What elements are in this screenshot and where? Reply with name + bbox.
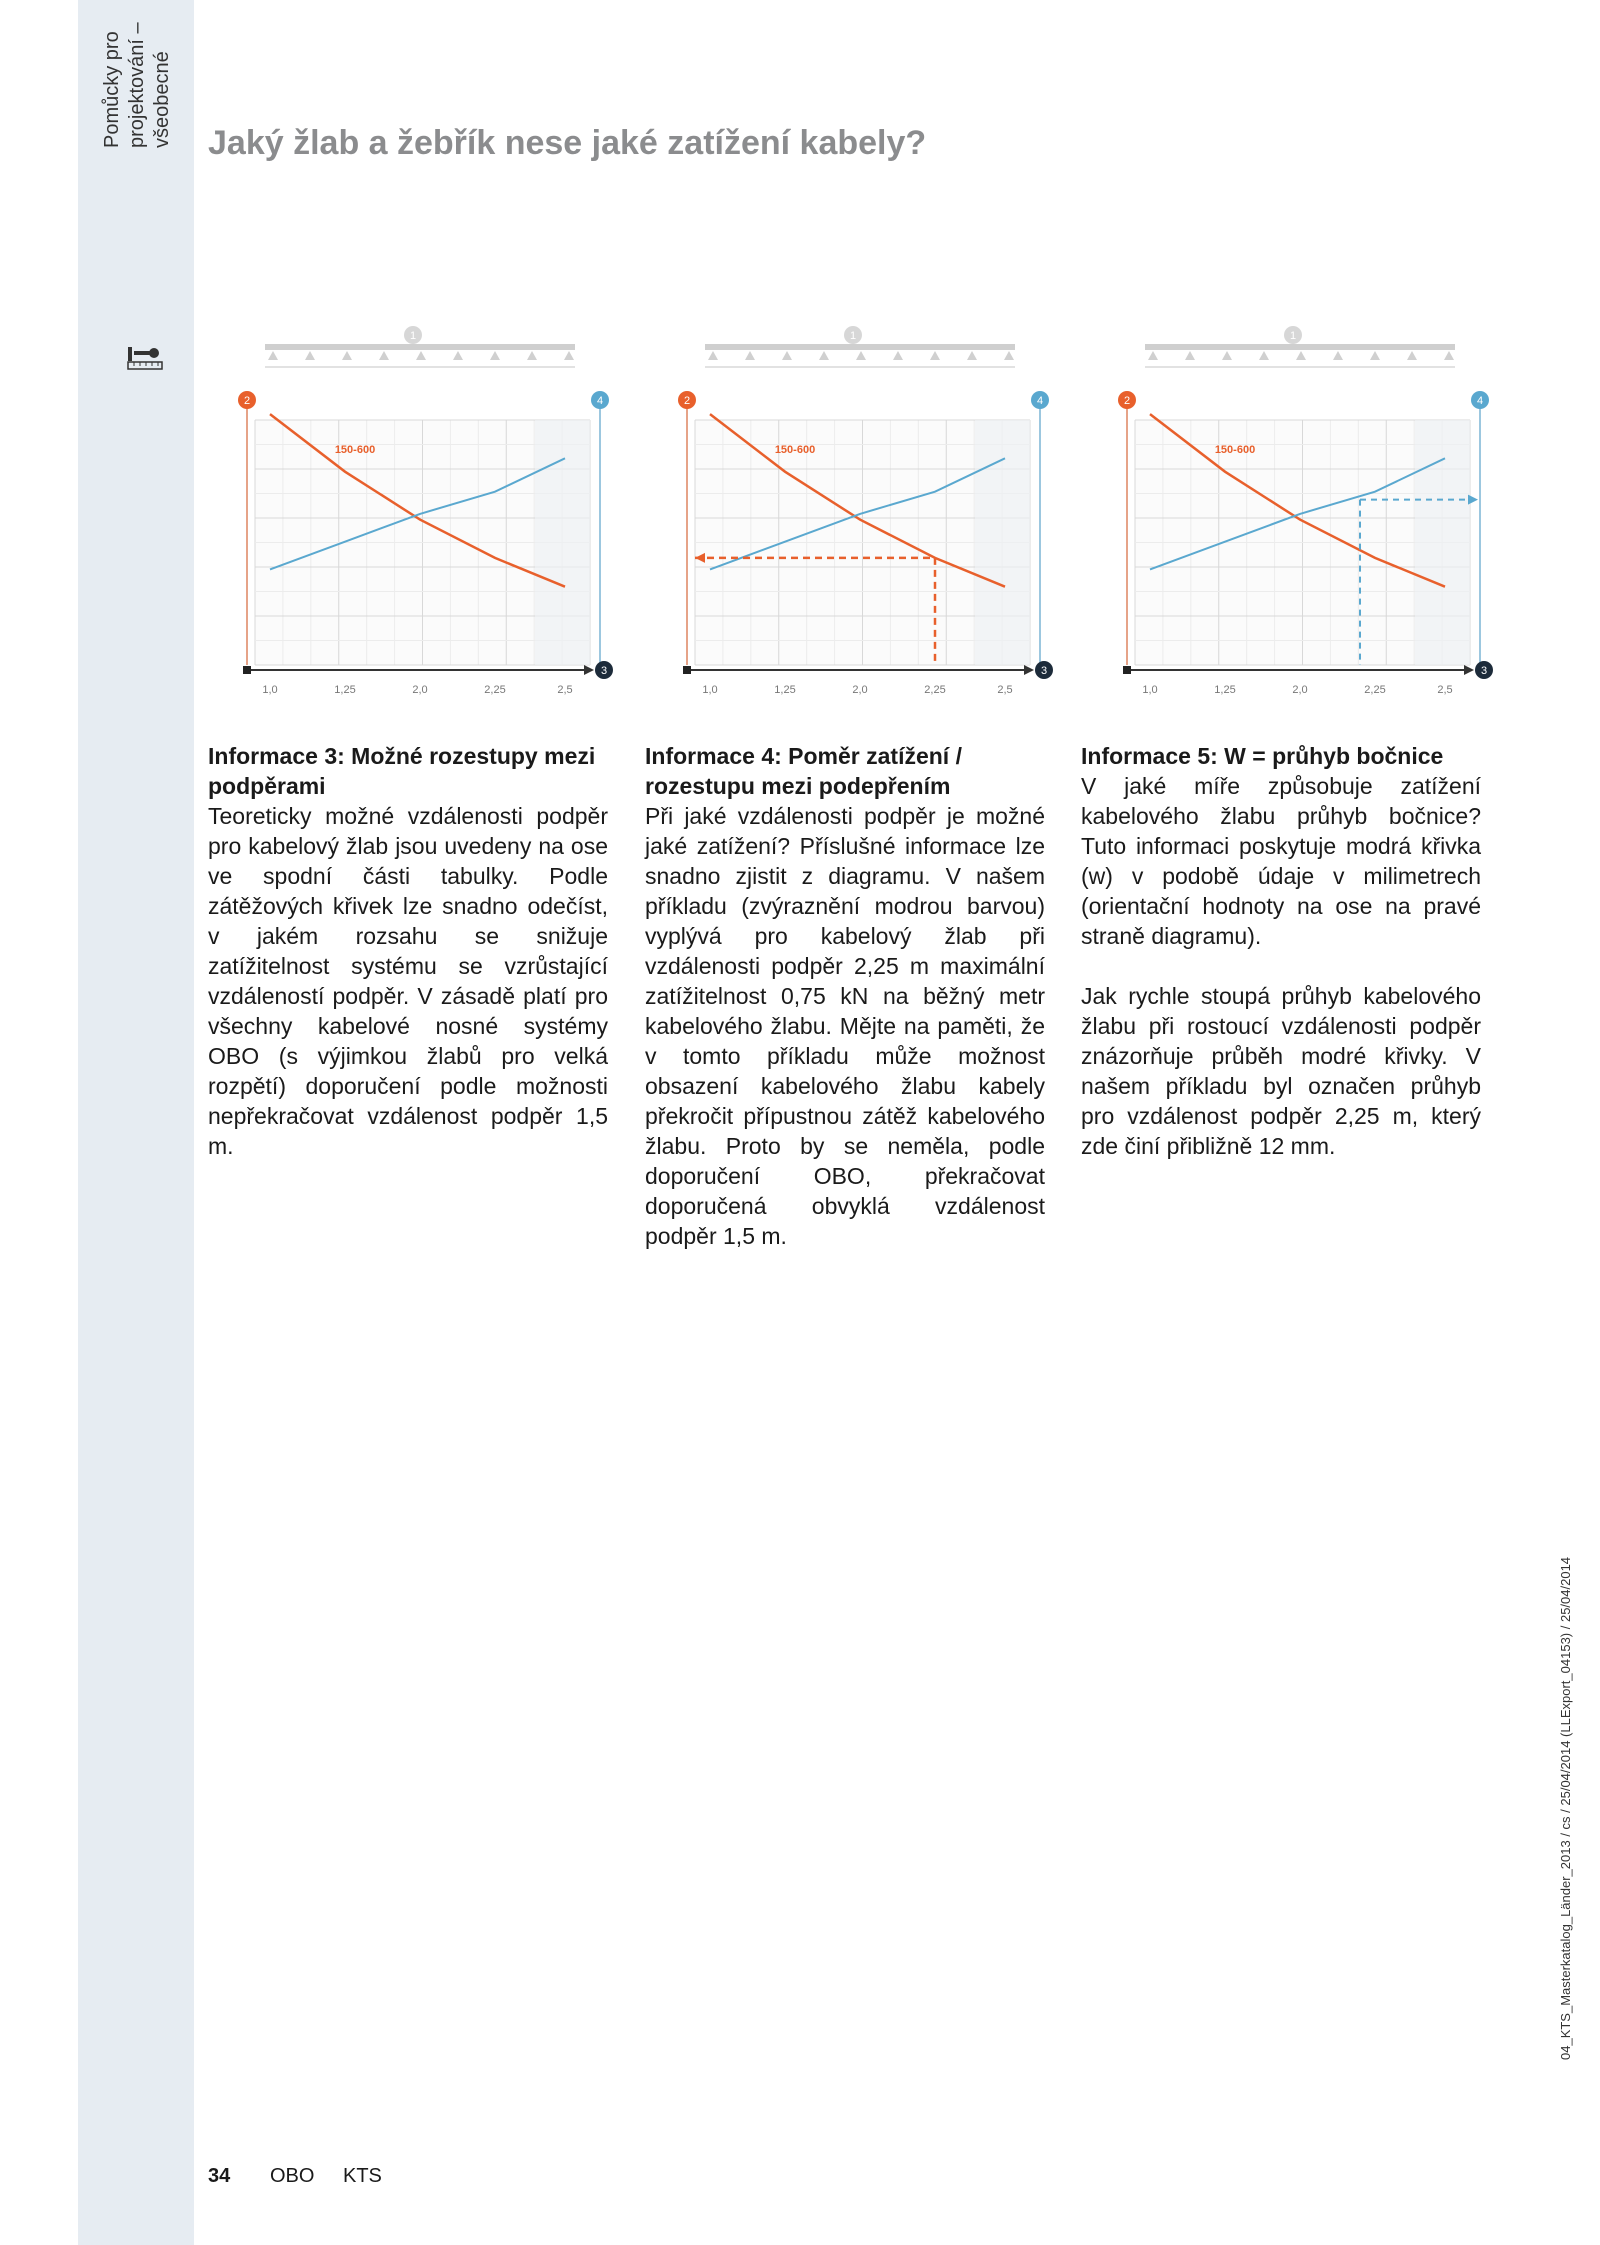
- support-marker: [1370, 351, 1380, 360]
- x-tick-label: 2,5: [997, 684, 1013, 696]
- x-tick-label: 2,0: [1292, 684, 1308, 696]
- marker-left-label: 2: [243, 395, 251, 407]
- x-tick-label: 1,25: [774, 684, 796, 696]
- support-marker: [745, 351, 755, 360]
- marker-right-label: 4: [1036, 395, 1044, 407]
- support-marker: [1296, 351, 1306, 360]
- info-paragraph: V jaké míře způsobuje zatížení kabelového žlabu průhyb bočnice? Tuto informaci poskytuje modrá křivka (w) v podobě údaje v milimetrech (orientační hodnoty na ose na pravé straně diagramu).: [1081, 773, 1481, 949]
- marker-bottom-label: 3: [1040, 665, 1048, 677]
- curve-label: 150-600: [334, 444, 376, 456]
- support-marker: [708, 351, 718, 360]
- x-tick-label: 1,25: [1214, 684, 1236, 696]
- x-tick-label: 2,5: [1437, 684, 1453, 696]
- bottom-axis-start: [243, 666, 251, 674]
- support-marker: [782, 351, 792, 360]
- x-tick-label: 1,25: [334, 684, 356, 696]
- info-heading: Informace 3: Možné rozestupy mezi podpěrami: [208, 743, 596, 799]
- bottom-axis-start: [1123, 666, 1131, 674]
- info-heading: Informace 4: Poměr zatížení / rozestupu mezi podepřením: [645, 743, 962, 799]
- shaded-region: [535, 420, 590, 665]
- support-marker: [1333, 351, 1343, 360]
- support-marker: [453, 351, 463, 360]
- support-marker: [967, 351, 977, 360]
- sidebar-title: Pomůcky pro projektování – všeobecné: [101, 22, 173, 148]
- support-marker: [1259, 351, 1269, 360]
- support-marker: [1444, 351, 1454, 360]
- support-marker: [893, 351, 903, 360]
- marker-right-label: 4: [1476, 395, 1484, 407]
- x-tick-label: 2,25: [484, 684, 506, 696]
- curve-label: 150-600: [1214, 444, 1256, 456]
- page-number: 34: [208, 2165, 231, 2187]
- support-marker: [1148, 351, 1158, 360]
- support-marker: [1407, 351, 1417, 360]
- support-marker: [379, 351, 389, 360]
- info-column-3: [208, 741, 608, 1161]
- info-paragraph: Při jaké vzdálenosti podpěr je možné jaké zatížení? Příslušné informace lze snadno zjistit z diagramu. V našem příkladu (zvýraznění modrou barvou) vyplývá pro kabelový žlab při vzdálenosti podpěr 2,25 m maximální zatížitelnost 0,75 kN na běžný metr kabelového žlabu. Mějte na paměti, že v tomto příkladu může možnost obsazení kabelového žlabu kabely překročit přípustnou zátěž kabelového žlabu. Proto by se neměla, podle doporučení OBO, překračovat doporučená obvyklá vzdálenost podpěr 1,5 m.: [645, 803, 1045, 1249]
- marker-top-label: 1: [849, 330, 857, 342]
- x-tick-label: 2,5: [557, 684, 573, 696]
- x-tick-label: 2,25: [924, 684, 946, 696]
- load-diagram-3: [1085, 325, 1525, 705]
- support-marker: [1185, 351, 1195, 360]
- info-heading: Informace 5: W = průhyb bočnice: [1081, 743, 1444, 769]
- footer-brand: OBO: [270, 2165, 315, 2187]
- marker-bottom-label: 3: [1480, 665, 1488, 677]
- support-marker: [490, 351, 500, 360]
- x-tick-label: 2,25: [1364, 684, 1386, 696]
- x-tick-label: 1,0: [1142, 684, 1158, 696]
- support-marker: [342, 351, 352, 360]
- highlight-arrow: [1468, 495, 1478, 505]
- footer-section: KTS: [343, 2165, 382, 2187]
- marker-left-label: 2: [1123, 395, 1131, 407]
- marker-bottom-label: 3: [600, 665, 608, 677]
- footer: [208, 2165, 230, 2188]
- x-tick-label: 1,0: [262, 684, 278, 696]
- marker-top-label: 1: [409, 330, 417, 342]
- info-paragraph: Jak rychle stoupá průhyb kabelového žlabu při rostoucí vzdálenosti podpěr znázorňuje průběh modré křivky. V našem příkladu byl označen průhyb pro vzdálenost podpěr 2,25 m, který zde činí přibližně 12 mm.: [1081, 983, 1481, 1159]
- support-marker: [268, 351, 278, 360]
- support-marker: [1004, 351, 1014, 360]
- support-marker: [930, 351, 940, 360]
- info-column-4: [645, 741, 1045, 1251]
- support-marker: [416, 351, 426, 360]
- info-paragraph: Teoreticky možné vzdálenosti podpěr pro kabelový žlab jsou uvedeny na ose ve spodní části tabulky. Podle zátěžových křivek lze snadno odečíst, v jakém rozsahu se snižuje zatížitelnost systému se vzrůstající vzdáleností podpěr. V zásadě platí pro všechny kabelové nosné systémy OBO (s výjimkou žlabů pro velká rozpětí) doporučení podle možnosti nepřekračovat vzdálenost podpěr 1,5 m.: [208, 803, 608, 1159]
- tools-ruler-icon: [126, 345, 166, 371]
- load-diagram-2: [645, 325, 1085, 705]
- support-marker: [527, 351, 537, 360]
- curve-label: 150-600: [774, 444, 816, 456]
- support-marker: [564, 351, 574, 360]
- shaded-region: [975, 420, 1030, 665]
- page-title: Jaký žlab a žebřík nese jaké zatížení kabely?: [208, 124, 927, 162]
- x-tick-label: 1,0: [702, 684, 718, 696]
- bottom-axis-start: [683, 666, 691, 674]
- bottom-axis-arrow: [1464, 665, 1474, 675]
- shaded-region: [1415, 420, 1470, 665]
- bottom-axis-arrow: [584, 665, 594, 675]
- support-marker: [856, 351, 866, 360]
- x-tick-label: 2,0: [412, 684, 428, 696]
- sidebar: [78, 0, 194, 2245]
- marker-top-label: 1: [1289, 330, 1297, 342]
- marker-right-label: 4: [596, 395, 604, 407]
- side-note: 04_KTS_Masterkatalog_Länder_2013 / cs / 25/04/2014 (LLExport_04153) / 25/04/2014: [1558, 1556, 1573, 2060]
- x-tick-label: 2,0: [852, 684, 868, 696]
- support-marker: [1222, 351, 1232, 360]
- load-diagram-1: [205, 325, 645, 705]
- support-marker: [819, 351, 829, 360]
- bottom-axis-arrow: [1024, 665, 1034, 675]
- info-column-5: [1081, 741, 1481, 1161]
- marker-left-label: 2: [683, 395, 691, 407]
- support-marker: [305, 351, 315, 360]
